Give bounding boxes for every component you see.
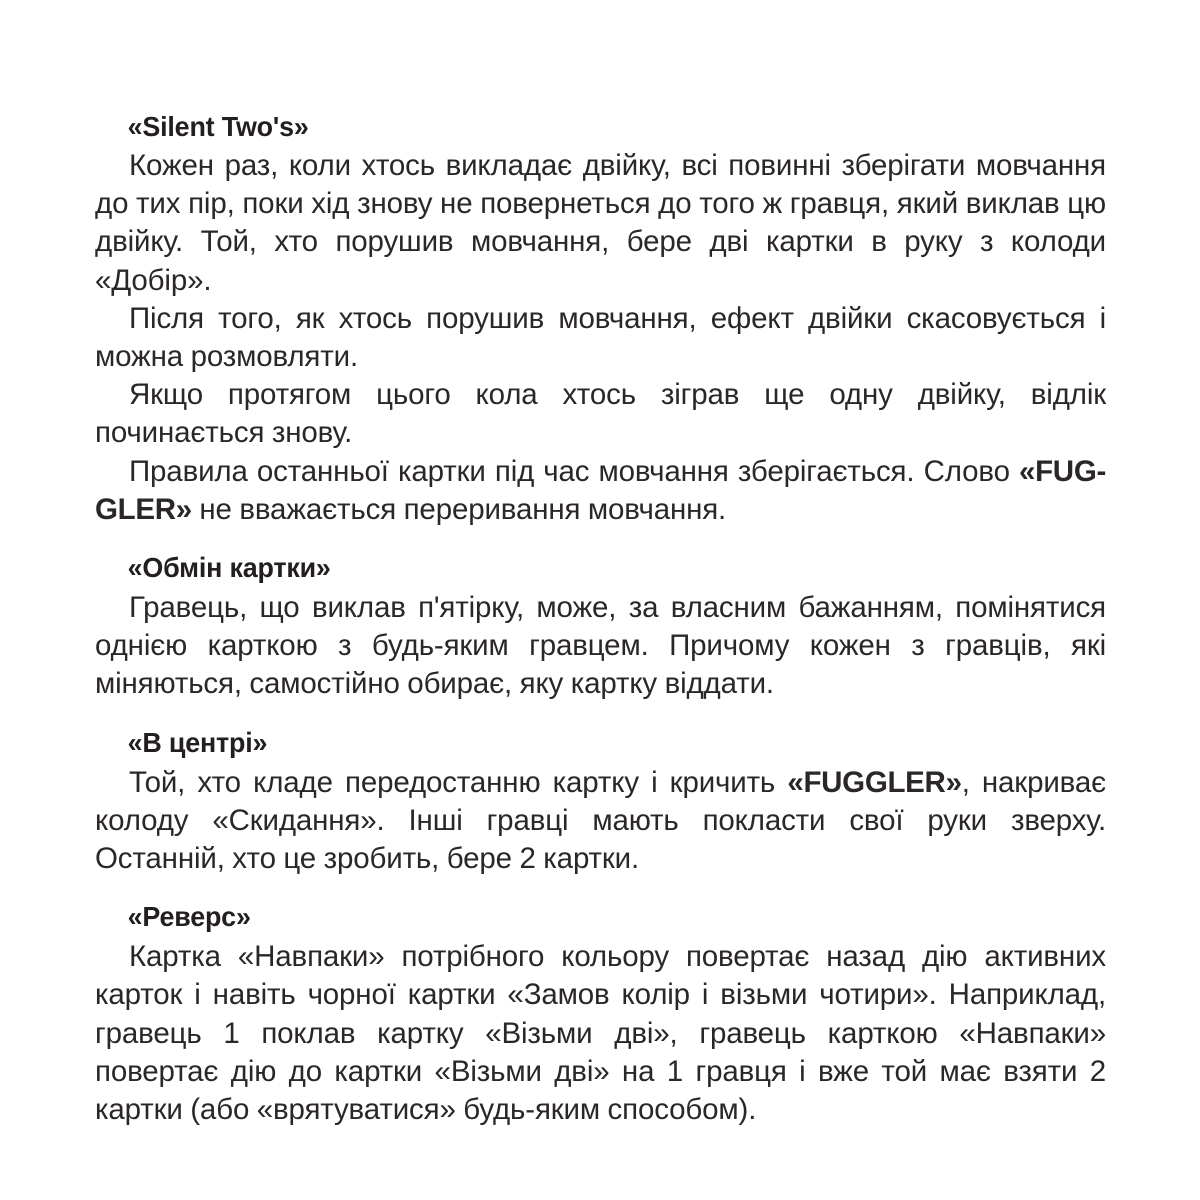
- section-heading-reverse: «Реверс»: [127, 901, 251, 933]
- paragraph: [95, 938, 1106, 1129]
- section-silent-twos: [95, 108, 1106, 529]
- paragraph-text: не вважається переривання мовчання.: [191, 492, 727, 526]
- section-card-exchange: [95, 549, 1106, 704]
- paragraph-text: Правила останньої картки під час мовчання зберігається. Слово: [129, 454, 1019, 488]
- paragraph: [95, 589, 1106, 704]
- paragraph-text: Картка «Навпаки» потрібного кольору повертає назад дію активних карток і навіть чорної картки «Замов колір і візьми чотири». Наприклад, гравець 1 поклав картку «Візьми дві», гравець карткою «Навпаки» повертає дію до картки «Візьми дві» на 1 гравця і вже той має взяти 2 картки (або «врятуватися» будь-яким способом).: [95, 940, 1106, 1127]
- paragraph: [95, 147, 1106, 300]
- paragraph: [95, 764, 1106, 879]
- paragraph-text: Якщо протягом цього кола хтось зіграв ще одну двійку, відлік починається знову.: [95, 378, 1106, 450]
- paragraph-text: , накриває колоду «Скидання». Інші гравці мають покласти свої руки зверху. Останній, хто це зробить, бере 2 картки.: [95, 765, 1107, 876]
- paragraph-text: Після того, як хтось порушив мовчання, ефект двійки скасовується і можна розмовляти.: [95, 301, 1106, 374]
- emphasis-fuggler: «FUG-GLER»: [95, 454, 1106, 526]
- paragraph-text: Кожен раз, коли хтось викладає двійку, всі повинні зберігати мовчання до тих пір, поки хід знову не повернеться до того ж гравця, який виклав цю двійку. Той, хто порушив мовчання, бере дві картки в руку з колоди «Добір».: [95, 149, 1106, 297]
- paragraph-text: Той, хто кладе передостанню картку і кричить: [129, 765, 788, 799]
- paragraph: [95, 300, 1106, 376]
- emphasis-fuggler: «FUGGLER»: [787, 765, 962, 799]
- section-heading-card-exchange: «Обмін картки»: [127, 552, 331, 584]
- rules-document-body: [95, 108, 1106, 1129]
- section-heading-in-the-center: «В центрі»: [127, 726, 268, 758]
- section-reverse: [95, 898, 1106, 1129]
- section-in-the-center: [95, 724, 1106, 879]
- paragraph: [95, 376, 1106, 452]
- paragraph-text: Гравець, що виклав п'ятірку, може, за власним бажанням, помінятися однією карткою з будь-яким гравцем. Причому кожен з гравців, які міняються, самостійно обирає, яку картку віддати.: [95, 591, 1106, 701]
- paragraph: [95, 453, 1106, 529]
- section-heading-silent-twos: «Silent Two's»: [127, 111, 309, 142]
